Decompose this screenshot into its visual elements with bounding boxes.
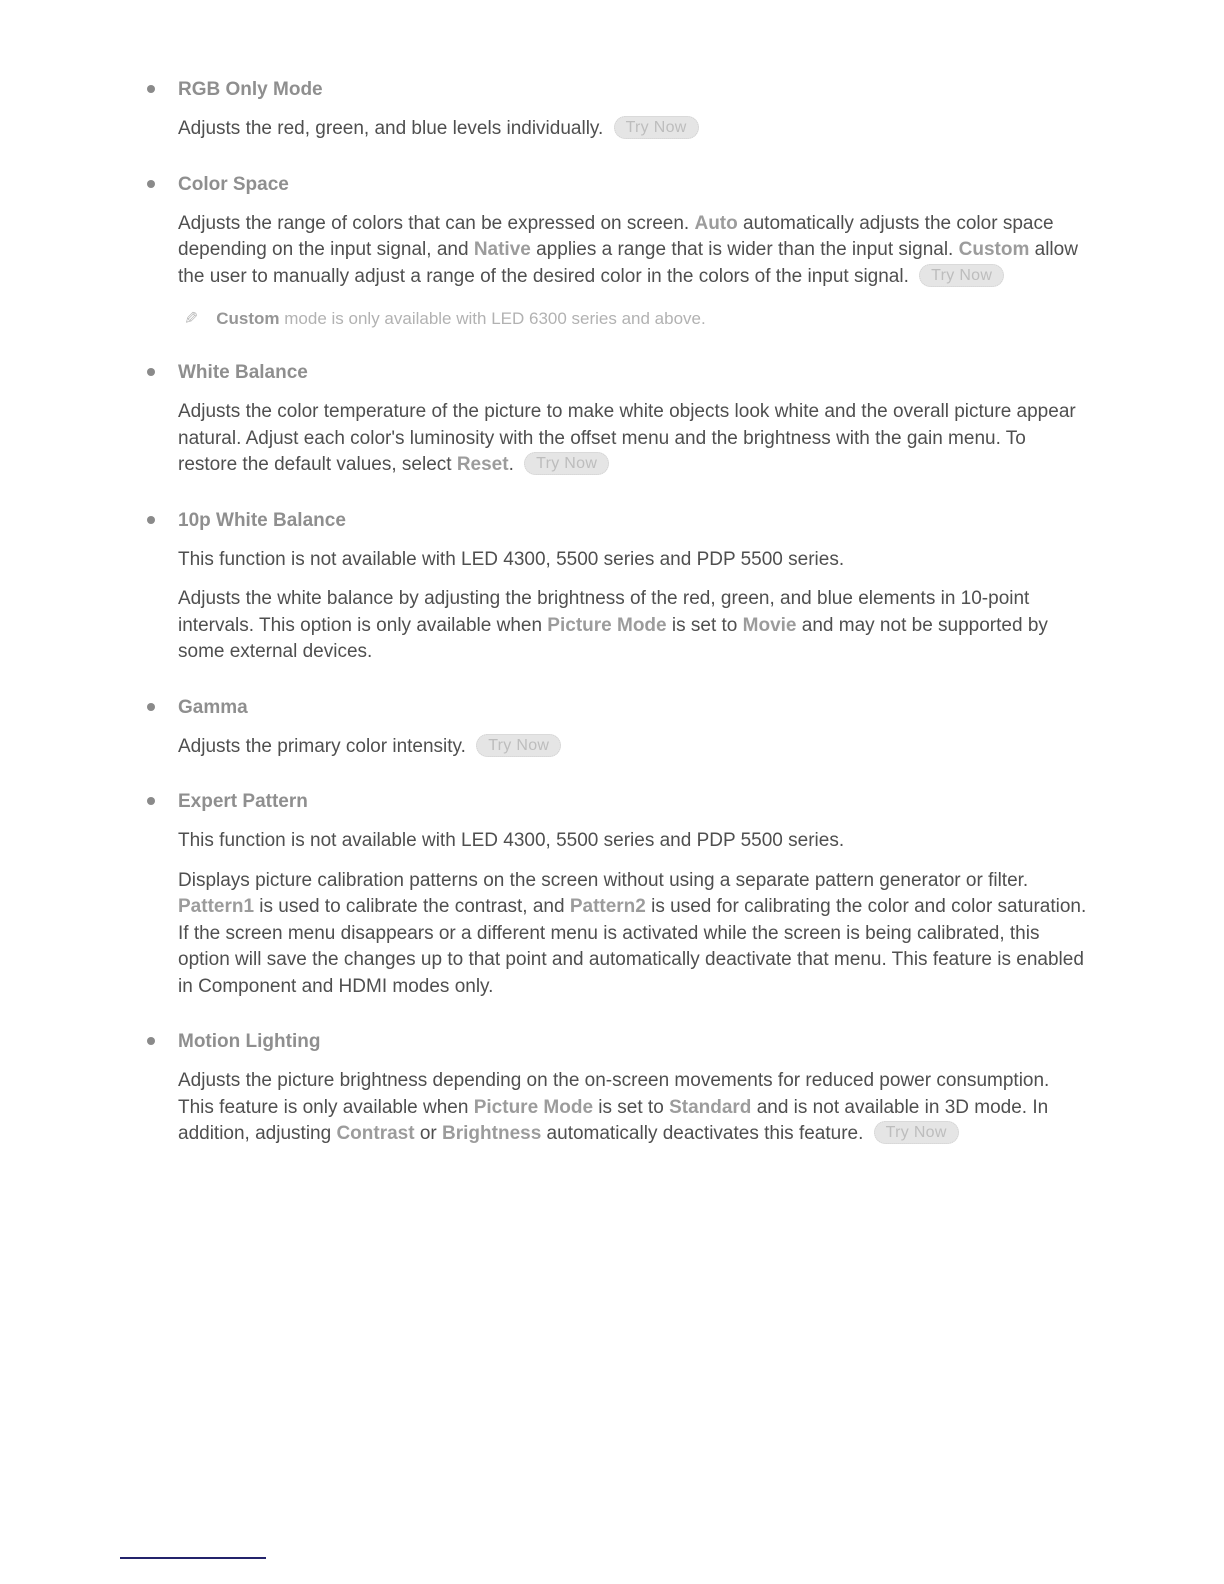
text-run: is used for calibrating the color and color saturation. If the screen menu disappears or a different menu is activated while the screen is being calibrated, this option will save the changes up to that point and automatically deactivate that menu. This feature is enabled in Component and HDMI modes only.: [178, 896, 1087, 997]
bullet-dot: [147, 516, 155, 524]
inline-term: Movie: [742, 614, 797, 636]
inline-term: Contrast: [336, 1123, 415, 1144]
bullet-dot: [147, 703, 155, 711]
text-run: Adjusts the color temperature of the picture to make white objects look white and the overall picture appear natural. Adjust each color's luminosity with the offset menu and the brightness with the gain menu. To restore the default values, select: [178, 401, 1076, 475]
section-title-label: White Balance: [178, 362, 308, 383]
text-run: Adjusts the range of colors that can be expressed on screen.: [178, 212, 695, 234]
setting-section: [178, 1028, 1088, 1148]
inline-term: Native: [473, 239, 531, 260]
try-now-badge[interactable]: Try Now: [919, 264, 1004, 287]
inline-term: Brightness: [442, 1123, 542, 1144]
description-paragraph: [178, 399, 1088, 479]
section-title-label: Motion Lighting: [178, 1031, 321, 1052]
description-paragraph: [178, 1068, 1088, 1148]
setting-section: [178, 76, 1088, 143]
text-run: Adjusts the red, green, and blue levels individually.: [178, 118, 609, 139]
setting-section: [178, 788, 1088, 1000]
section-title-label: Gamma: [178, 696, 248, 718]
text-run: is set to: [593, 1096, 670, 1118]
bullet-dot: [147, 368, 155, 376]
note-line: [184, 307, 1088, 331]
text-run: and may not be supported by some external devices.: [178, 614, 1048, 662]
text-run: is set to: [666, 614, 743, 636]
text-run: is used to calibrate the contrast, and: [254, 896, 570, 917]
text-run: and is not available in 3D mode. In addition, adjusting: [178, 1096, 1049, 1144]
setting-section: [178, 694, 1088, 761]
text-run: automatically deactivates this feature.: [541, 1123, 869, 1144]
description-paragraph: [178, 734, 1088, 761]
inline-term: Picture Mode: [547, 614, 667, 636]
inline-term: Pattern1: [178, 896, 255, 917]
text-run: mode is only available with LED 6300 series and above.: [279, 309, 706, 328]
text-run: applies a range that is wider than the input signal.: [530, 239, 959, 260]
description-paragraph: [178, 547, 1088, 574]
try-now-badge[interactable]: Try Now: [476, 734, 561, 757]
try-now-badge[interactable]: Try Now: [524, 452, 609, 475]
bullet-dot: [147, 85, 155, 93]
section-title-label: RGB Only Mode: [178, 79, 323, 100]
description-paragraph: [178, 828, 1088, 855]
inline-term: Picture Mode: [473, 1096, 594, 1118]
text-run: Adjusts the white balance by adjusting the brightness of the red, green, and blue elements in 10-point intervals. This option is only available when: [178, 588, 1030, 636]
section-title: [178, 359, 1088, 386]
inline-term: Auto: [694, 212, 738, 234]
section-title-label: 10p White Balance: [178, 509, 346, 531]
setting-section: [178, 507, 1088, 666]
section-title-label: Expert Pattern: [178, 791, 308, 812]
inline-term: Pattern2: [569, 896, 646, 917]
text-run: .: [508, 454, 520, 475]
inline-term: Standard: [669, 1096, 752, 1118]
bullet-dot: [147, 180, 155, 188]
inline-term: Reset: [456, 454, 509, 475]
text-run: allow the user to manually adjust a range of the desired color in the colors of the input signal.: [178, 239, 1078, 287]
text-run: This function is not available with LED 4300, 5500 series and PDP 5500 series.: [178, 548, 845, 570]
description-paragraph: [178, 586, 1088, 666]
text-run: Displays picture calibration patterns on the screen without using a separate pattern generator or filter.: [178, 869, 1029, 891]
try-now-badge[interactable]: Try Now: [874, 1121, 959, 1144]
description-paragraph: [178, 868, 1088, 1001]
settings-list: [178, 76, 1088, 1176]
section-title: [178, 1028, 1088, 1055]
section-title: [178, 694, 1088, 721]
description-paragraph: [178, 116, 1088, 143]
try-now-badge[interactable]: Try Now: [614, 116, 699, 139]
setting-section: [178, 359, 1088, 479]
section-title: [178, 171, 1088, 198]
text-run: automatically adjusts the color space depending on the input signal, and: [178, 212, 1054, 260]
setting-section: [178, 171, 1088, 332]
section-title: [178, 788, 1088, 815]
section-title-label: Color Space: [178, 173, 289, 195]
text-run: Adjusts the primary color intensity.: [178, 735, 472, 757]
footer-link-underline[interactable]: [120, 1557, 266, 1559]
section-title: [178, 76, 1088, 103]
section-title: [178, 507, 1088, 534]
description-paragraph: [178, 211, 1088, 291]
text-run: This function is not available with LED 4300, 5500 series and PDP 5500 series.: [178, 830, 845, 851]
inline-term: Custom: [958, 239, 1030, 260]
text-run: or: [414, 1123, 443, 1144]
bullet-dot: [147, 797, 155, 805]
text-run: Adjusts the picture brightness depending on the on-screen movements for reduced power consumption. This feature is only available when: [178, 1070, 1050, 1118]
bullet-dot: [147, 1037, 155, 1045]
pencil-icon: ✎: [184, 309, 199, 328]
inline-term: Custom: [216, 309, 280, 328]
